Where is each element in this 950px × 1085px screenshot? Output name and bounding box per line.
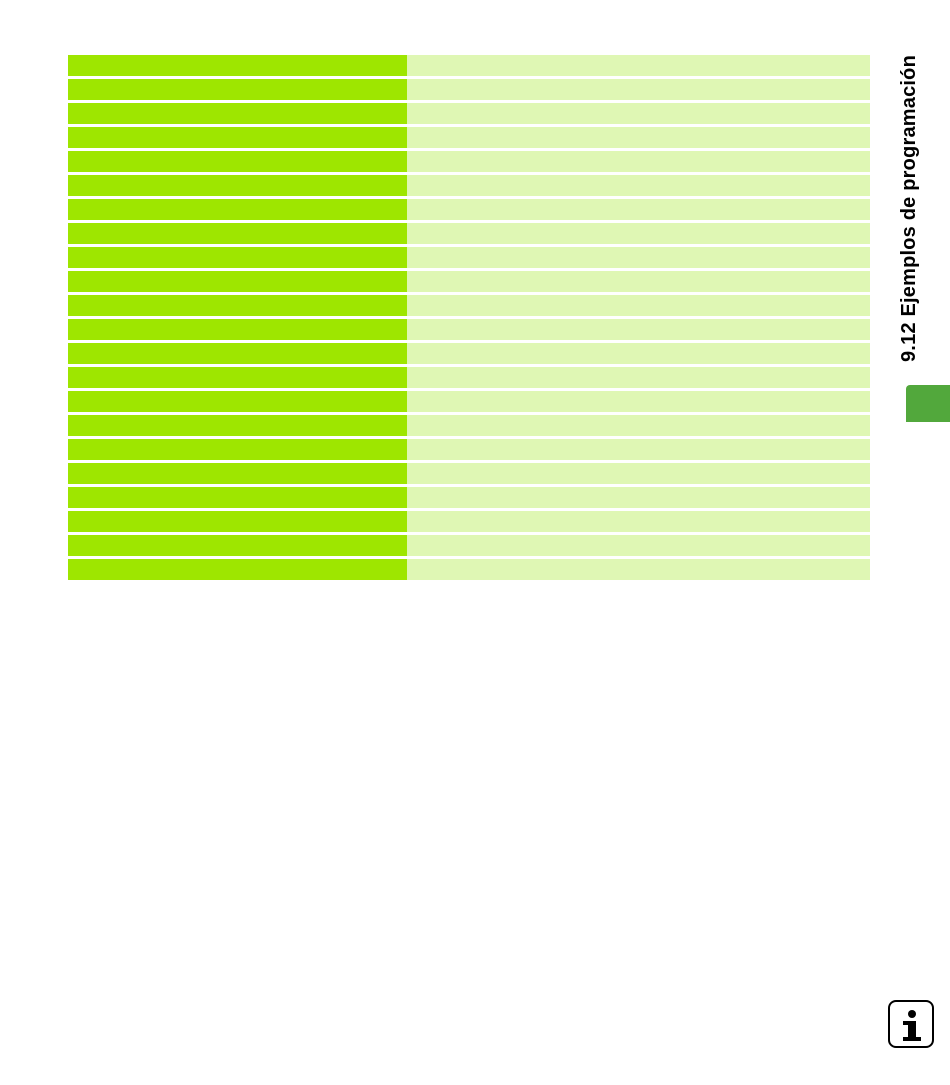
- info-icon[interactable]: [888, 1000, 934, 1048]
- section-tab-marker: [906, 385, 950, 422]
- table-row: [68, 391, 870, 412]
- table-cell-left: [68, 439, 407, 460]
- table-row: [68, 559, 870, 580]
- table-row: [68, 79, 870, 100]
- table-cell-right: [407, 559, 870, 580]
- table-row: [68, 535, 870, 556]
- info-icon-dot: [908, 1010, 916, 1018]
- table-cell-left: [68, 487, 407, 508]
- table-cell-right: [407, 55, 870, 76]
- table-cell-right: [407, 295, 870, 316]
- table-cell-right: [407, 343, 870, 364]
- table-row: [68, 247, 870, 268]
- table-cell-left: [68, 511, 407, 532]
- table-row: [68, 199, 870, 220]
- table-cell-right: [407, 79, 870, 100]
- table-row: [68, 223, 870, 244]
- table-cell-left: [68, 199, 407, 220]
- table-cell-left: [68, 535, 407, 556]
- table-cell-left: [68, 415, 407, 436]
- table-cell-left: [68, 103, 407, 124]
- table-cell-left: [68, 223, 407, 244]
- table-cell-right: [407, 487, 870, 508]
- table-row: [68, 487, 870, 508]
- table-cell-left: [68, 295, 407, 316]
- table-cell-left: [68, 271, 407, 292]
- table-row: [68, 415, 870, 436]
- table-cell-left: [68, 391, 407, 412]
- table-cell-right: [407, 247, 870, 268]
- table-cell-left: [68, 343, 407, 364]
- program-table: [68, 55, 870, 580]
- table-row: [68, 295, 870, 316]
- table-cell-left: [68, 559, 407, 580]
- table-cell-right: [407, 175, 870, 196]
- section-title-text: 9.12 Ejemplos de programación: [898, 55, 920, 363]
- table-cell-right: [407, 103, 870, 124]
- table-row: [68, 343, 870, 364]
- table-row: [68, 511, 870, 532]
- table-cell-right: [407, 319, 870, 340]
- table-cell-left: [68, 175, 407, 196]
- table-cell-right: [407, 151, 870, 172]
- table-row: [68, 271, 870, 292]
- table-row: [68, 127, 870, 148]
- table-row: [68, 151, 870, 172]
- table-cell-right: [407, 463, 870, 484]
- table-cell-right: [407, 271, 870, 292]
- table-cell-left: [68, 127, 407, 148]
- table-cell-left: [68, 319, 407, 340]
- table-row: [68, 439, 870, 460]
- table-cell-right: [407, 223, 870, 244]
- table-cell-left: [68, 463, 407, 484]
- table-cell-left: [68, 367, 407, 388]
- table-cell-right: [407, 367, 870, 388]
- table-cell-right: [407, 535, 870, 556]
- section-title: [893, 55, 925, 435]
- table-row: [68, 319, 870, 340]
- table-row: [68, 103, 870, 124]
- info-icon-base: [903, 1037, 921, 1041]
- table-cell-left: [68, 79, 407, 100]
- table-row: [68, 463, 870, 484]
- table-cell-left: [68, 55, 407, 76]
- table-cell-right: [407, 199, 870, 220]
- info-icon-stem: [908, 1021, 916, 1038]
- table-row: [68, 175, 870, 196]
- table-cell-right: [407, 511, 870, 532]
- table-cell-right: [407, 391, 870, 412]
- table-cell-left: [68, 151, 407, 172]
- table-row: [68, 367, 870, 388]
- table-row: [68, 55, 870, 76]
- table-cell-right: [407, 439, 870, 460]
- table-cell-left: [68, 247, 407, 268]
- table-cell-right: [407, 415, 870, 436]
- table-cell-right: [407, 127, 870, 148]
